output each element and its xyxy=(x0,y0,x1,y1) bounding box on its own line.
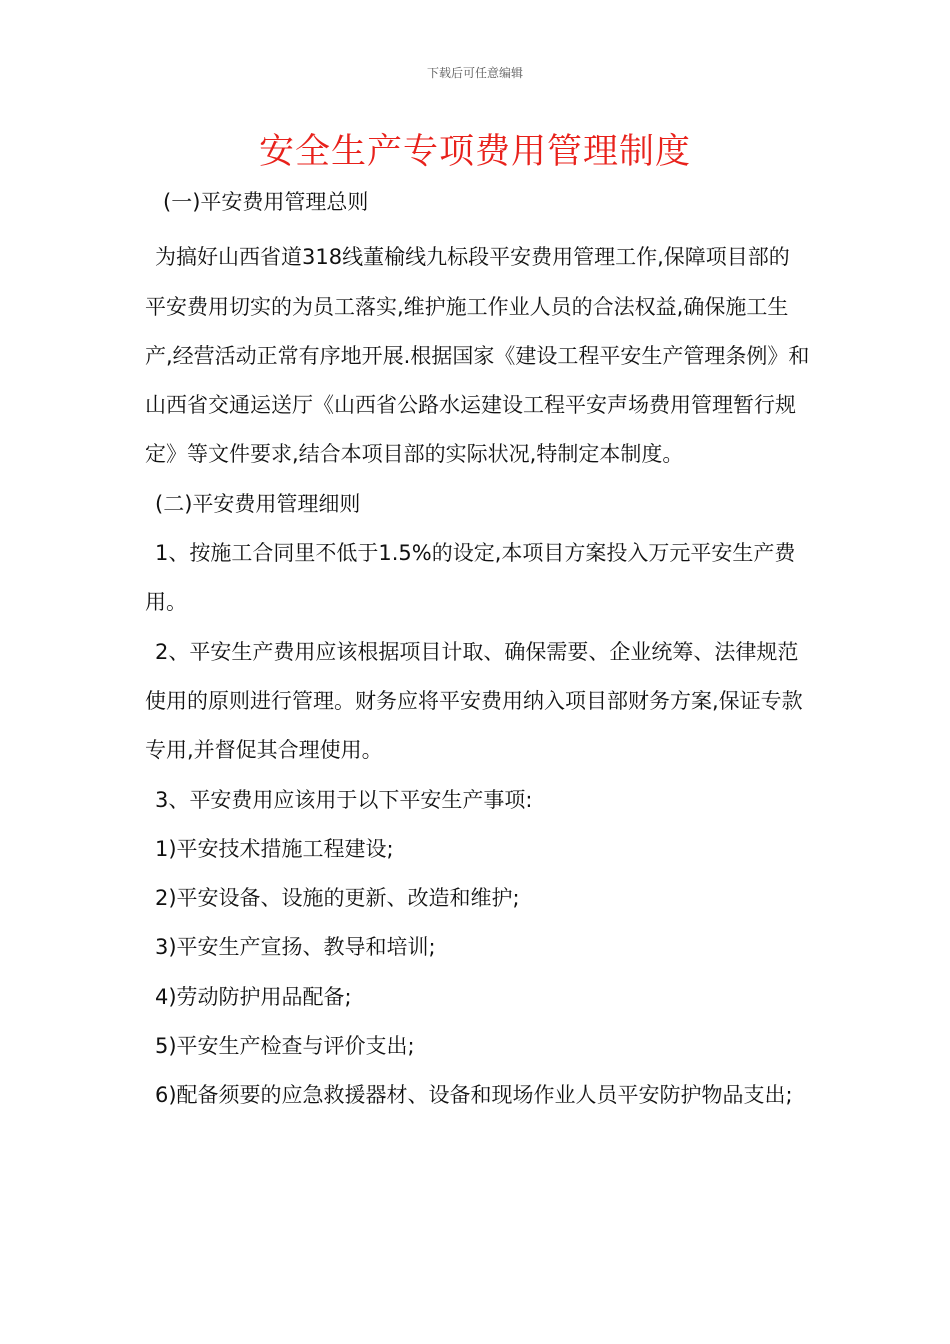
paragraph-item-3: 3、平安费用应该用于以下平安生产事项: xyxy=(155,787,533,812)
list-item-3: 3)平安生产宣扬、教导和培训; xyxy=(155,935,436,960)
paragraph-intro: 为搞好山西省道318线董榆线九标段平安费用管理工作,保障项目部的平安费用切实的为员工落实,维护施工作业人员的合法权益,确保施工生产,经营活动正常有序地开展.根据国家《建设工程平安生产管理条例》和山西省交通运送厅《山西省公路水运建设工程平安声场费用管理暂行规定》等文件要求,结合本项目部的实际状况,特制定本制度。 xyxy=(145,245,810,467)
list-item-6: 6)配备须要的应急救援器材、设备和现场作业人员平安防护物品支出; xyxy=(155,1083,793,1108)
list-item-1: 1)平安技术措施工程建设; xyxy=(155,836,394,861)
header-note: 下载后可任意编辑 xyxy=(426,66,523,80)
document-body xyxy=(145,178,810,1121)
section-heading-details: (二)平安费用管理细则 xyxy=(155,491,361,516)
list-item-4: 4)劳动防护用品配备; xyxy=(155,984,352,1009)
list-item-5: 5)平安生产检查与评价支出; xyxy=(155,1034,415,1059)
list-item-2: 2)平安设备、设施的更新、改造和维护; xyxy=(155,886,520,911)
section-heading-general: (一)平安费用管理总则 xyxy=(163,190,369,214)
paragraph-item-1: 1、按施工合同里不低于1.5%的设定,本项目方案投入万元平安生产费用。 xyxy=(145,541,796,615)
paragraph-item-2: 2、平安生产费用应该根据项目计取、确保需要、企业统筹、法律规范使用的原则进行管理。财务应将平安费用纳入项目部财务方案,保证专款专用,并督促其合理使用。 xyxy=(145,639,803,763)
document-title: 安全生产专项费用管理制度 xyxy=(258,132,691,172)
